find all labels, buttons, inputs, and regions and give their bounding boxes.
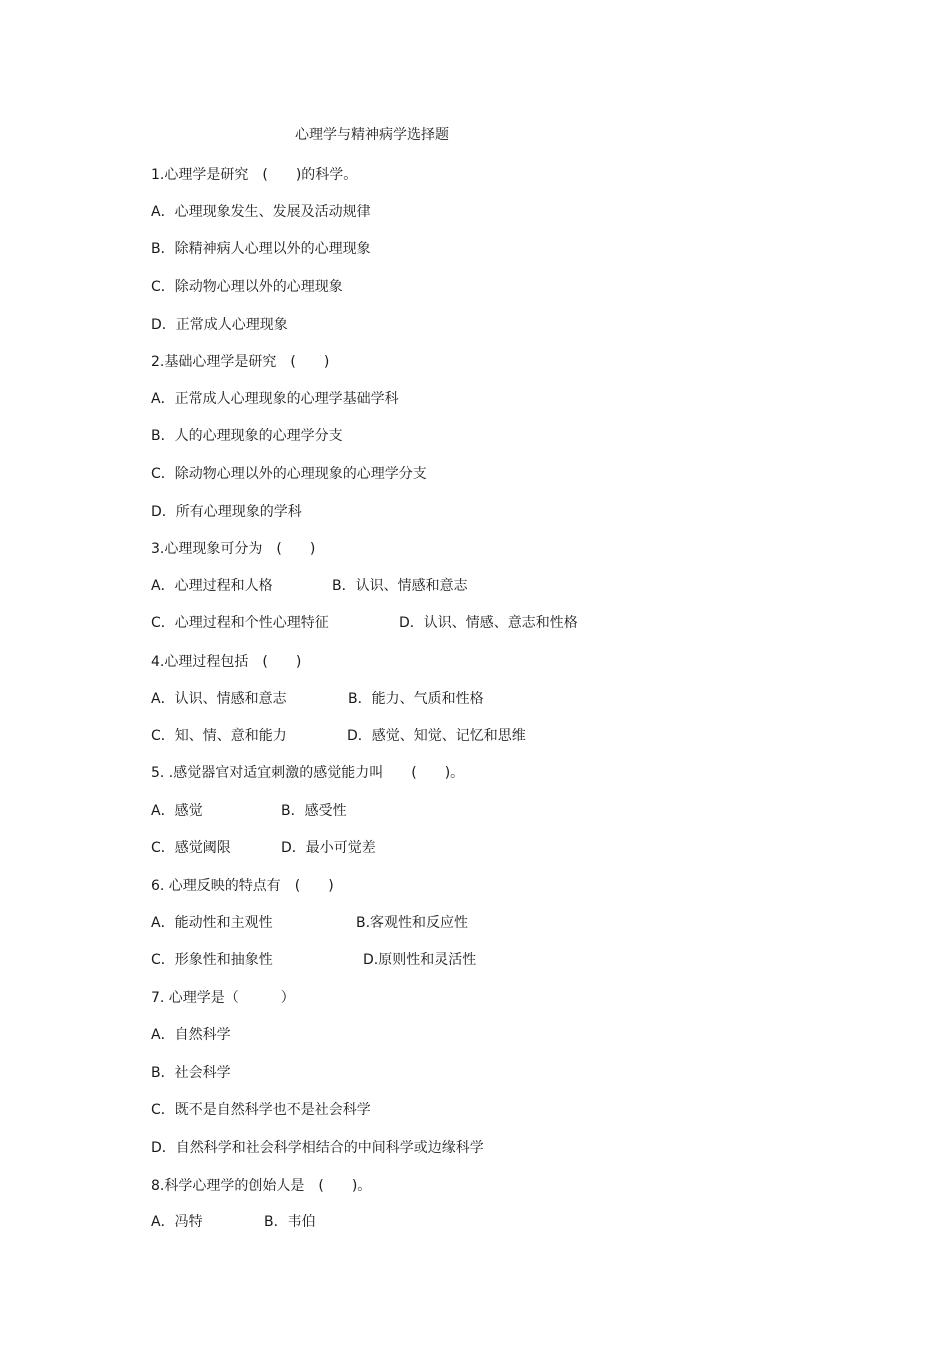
question-6: 6. 心理反映的特点有 ( ) <box>151 878 334 894</box>
question-5: 5. .感觉器官对适宜刺激的感觉能力叫 ( )。 <box>151 765 465 781</box>
q6-option-b: B.客观性和反应性 <box>356 915 469 931</box>
q4-option-d: D．感觉、知觉、记忆和思维 <box>347 728 526 744</box>
q2-option-d: D．所有心理现象的学科 <box>151 504 302 520</box>
q5-option-a: A．感觉 <box>151 803 203 819</box>
q3-option-b: B．认识、情感和意志 <box>332 578 468 594</box>
q5-option-c: C．感觉阈限 <box>151 840 231 856</box>
q7-option-b: B．社会科学 <box>151 1065 231 1081</box>
page-title: 心理学与精神病学选择题 <box>295 127 449 143</box>
q8-option-b: B．韦伯 <box>264 1214 316 1230</box>
q5-option-b: B．感受性 <box>281 803 347 819</box>
q7-option-c: C．既不是自然科学也不是社会科学 <box>151 1102 371 1118</box>
q1-option-b: B．除精神病人心理以外的心理现象 <box>151 241 371 257</box>
question-7: 7. 心理学是（ ） <box>151 990 295 1006</box>
q5-option-d: D．最小可觉差 <box>281 840 376 856</box>
q3-option-a: A．心理过程和人格 <box>151 578 273 594</box>
q6-option-d: D.原则性和灵活性 <box>363 952 477 968</box>
question-2: 2.基础心理学是研究 ( ) <box>151 354 330 370</box>
q4-option-b: B．能力、气质和性格 <box>348 691 484 707</box>
question-8: 8.科学心理学的创始人是 ( )。 <box>151 1178 372 1194</box>
q2-option-a: A．正常成人心理现象的心理学基础学科 <box>151 391 399 407</box>
q1-option-d: D．正常成人心理现象 <box>151 317 288 333</box>
q1-option-a: A．心理现象发生、发展及活动规律 <box>151 204 371 220</box>
question-3: 3.心理现象可分为 ( ) <box>151 541 316 557</box>
q2-option-c: C．除动物心理以外的心理现象的心理学分支 <box>151 466 427 482</box>
q1-option-c: C．除动物心理以外的心理现象 <box>151 279 343 295</box>
q7-option-d: D．自然科学和社会科学相结合的中间科学或边缘科学 <box>151 1140 484 1156</box>
q4-option-c: C．知、情、意和能力 <box>151 728 287 744</box>
question-4: 4.心理过程包括 ( ) <box>151 654 302 670</box>
q6-option-c: C．形象性和抽象性 <box>151 952 273 968</box>
q2-option-b: B．人的心理现象的心理学分支 <box>151 428 343 444</box>
q3-option-d: D．认识、情感、意志和性格 <box>399 615 578 631</box>
question-1: 1.心理学是研究 ( )的科学。 <box>151 167 358 183</box>
q7-option-a: A．自然科学 <box>151 1027 231 1043</box>
q4-option-a: A．认识、情感和意志 <box>151 691 287 707</box>
q6-option-a: A．能动性和主观性 <box>151 915 273 931</box>
q8-option-a: A．冯特 <box>151 1214 203 1230</box>
q3-option-c: C．心理过程和个性心理特征 <box>151 615 329 631</box>
